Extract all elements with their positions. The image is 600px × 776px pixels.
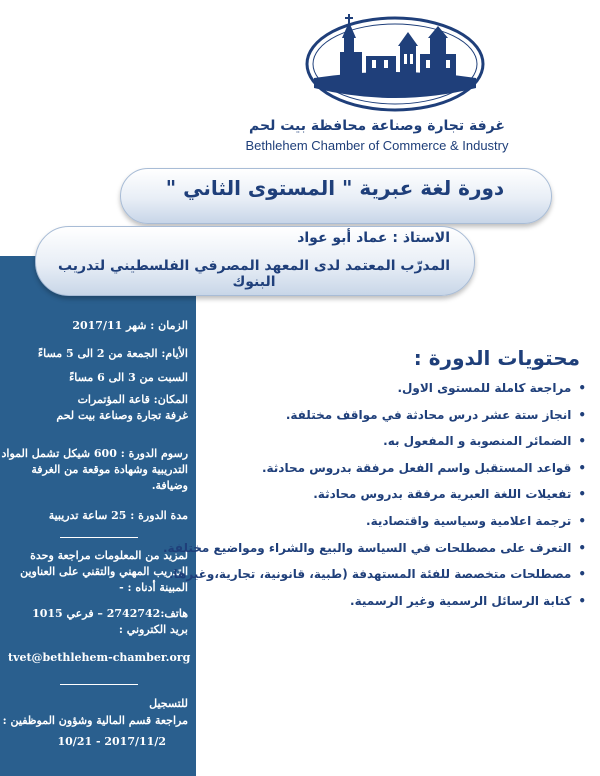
email-link[interactable]: tvet@bethlehem-chamber.org — [8, 651, 191, 664]
list-item: • كتابة الرسائل الرسمية وغير الرسمية. — [206, 593, 586, 620]
list-item: • انجاز ستة عشر درس محادثة في مواقف مختلفة. — [206, 407, 586, 434]
chamber-logo-icon — [300, 8, 490, 116]
org-name-arabic: غرفة تجارة وصناعة محافظة بيت لحم — [249, 118, 505, 134]
sidebar-divider — [60, 537, 138, 538]
course-place-2: غرفة تجارة وصناعة بيت لحم — [56, 409, 188, 422]
sidebar-divider — [60, 684, 138, 685]
course-days-1: الأيام: الجمعة من 2 الى 5 مساءً — [37, 347, 188, 360]
list-item: • قواعد المستقبل واسم الفعل مرفقة بدروس محادثة. — [206, 460, 586, 487]
info-line-1: لمزيد من المعلومات مراجعة وحدة — [30, 549, 188, 562]
list-item: • مصطلحات متخصصة للفئة المستهدفة (طبية، قانونية، تجارية،وغيرها. — [206, 566, 586, 593]
list-item: • الضمائر المنصوبة و المفعول به. — [206, 433, 586, 460]
course-fees-1: رسوم الدورة : 600 شيكل تشمل المواد — [1, 447, 188, 460]
email-label: بريد الكتروني : — [118, 623, 188, 636]
org-name-english: Bethlehem Chamber of Commerce & Industry — [245, 138, 509, 153]
course-time: الزمان : شهر 2017/11 — [72, 319, 188, 332]
registration-dept: مراجعة قسم المالية وشؤون الموظفين : — [2, 714, 188, 727]
list-item: • مراجعة كاملة للمستوى الاول. — [206, 380, 586, 407]
trainer-description: المدرّب المعتمد لدى المعهد المصرفي الفلسطيني لتدريب البنوك — [57, 258, 451, 290]
course-days-2: السبت من 3 الى 6 مساءً — [69, 371, 188, 384]
course-fees-3: وضيافة. — [151, 479, 188, 492]
contents-heading: محتويات الدورة : — [413, 346, 580, 370]
list-item: • تفعيلات اللغة العبرية مرفقة بدروس محادثة. — [206, 486, 586, 513]
info-line-2: التدريب المهني والتقني على العناوين — [20, 565, 188, 578]
registration-title: للتسجيل — [149, 697, 188, 710]
trainer-name: الاستاذ : عماد أبو عواد — [297, 230, 450, 246]
list-item: • التعرف على مصطلحات في السياسة والبيع والشراء ومواضيع مختلفة. — [206, 540, 586, 567]
registration-dates: 2017/11/2 - 10/21 — [57, 735, 166, 748]
course-place-1: المكان: قاعة المؤتمرات — [77, 393, 188, 406]
list-item: • ترجمة اعلامية وسياسية واقتصادية. — [206, 513, 586, 540]
course-fees-2: التدريبية وشهادة موقعة من الغرفة — [31, 463, 188, 476]
info-line-3: المبينة أدناه : - — [119, 581, 188, 594]
course-title: دورة لغة عبرية " المستوى الثاني " — [165, 176, 505, 200]
course-duration: مدة الدورة : 25 ساعة تدريبية — [48, 509, 188, 522]
phone-number: هاتف:2742742 – فرعي 1015 — [32, 607, 188, 620]
